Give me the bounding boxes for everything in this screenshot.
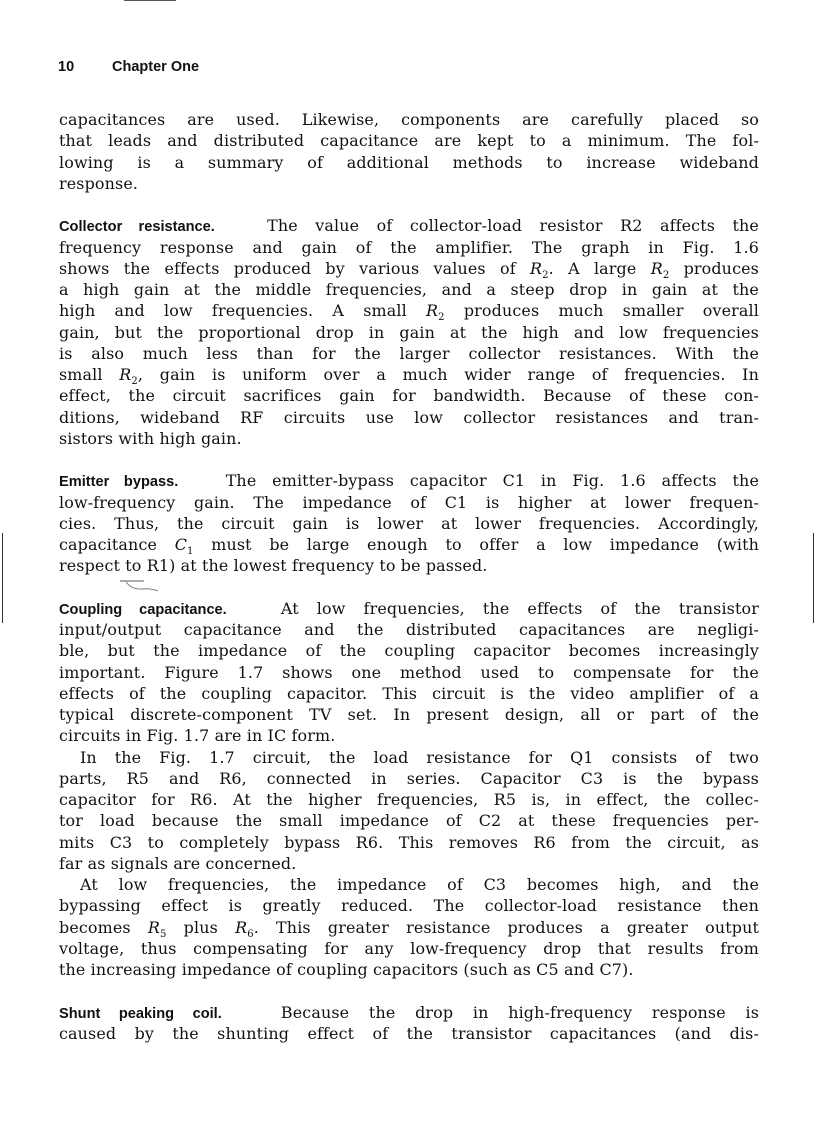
text-line: ditions, wideband RF circuits use low collector resistances and tran- xyxy=(59,407,759,427)
right-margin-bar xyxy=(813,533,814,623)
running-head xyxy=(58,59,199,75)
text-line: parts, R5 and R6, connected in series. Capacitor C3 is the bypass xyxy=(59,768,759,788)
text-line: frequency response and gain of the amplifier. The graph in Fig. 1.6 xyxy=(59,237,759,257)
text-line: is also much less than for the larger collector resistances. With the xyxy=(59,343,759,363)
math-symbol: $R_6$ xyxy=(235,917,254,940)
chapter-title: Chapter One xyxy=(112,59,200,75)
text-line: effects of the coupling capacitor. This circuit is the video amplifier of a xyxy=(59,683,759,703)
section-heading-shunt: Shunt peaking coil. xyxy=(59,1005,222,1022)
text-line: low-frequency gain. The impedance of C1 is higher at lower frequen- xyxy=(59,492,759,512)
text-line: tor load because the small impedance of C2 at these frequencies per- xyxy=(59,811,759,831)
text-line: At low frequencies, the impedance of C3 becomes high, and the xyxy=(80,875,759,894)
text-line: typical discrete-component TV set. In present design, all or part of the xyxy=(59,705,759,724)
math-symbol: $R_2$ xyxy=(650,258,670,281)
text-line: response. xyxy=(59,173,139,193)
math-symbol: $R_5$ xyxy=(147,917,167,940)
text-line: that leads and distributed capacitance are kept to a minimum. The fol- xyxy=(59,131,759,151)
text-line: capacitor for R6. At the higher frequencies, R5 is, in effect, the collec- xyxy=(59,790,759,809)
text-line: Shunt peaking coil. Because the drop in high-frequency response is xyxy=(59,1002,760,1022)
text-line: capacitances are used. Likewise, components are carefully placed so xyxy=(59,110,759,129)
section-heading-coupling: Coupling capacitance. xyxy=(59,601,227,618)
text-line: ble, but the impedance of the coupling capacitor becomes increasingly xyxy=(59,641,759,661)
text-line: input/output capacitance and the distributed capacitances are negligi- xyxy=(59,620,759,639)
text-line: circuits in Fig. 1.7 are in IC form. xyxy=(59,726,336,746)
text-line: cies. Thus, the circuit gain is lower at lower frequencies. Accordingly, xyxy=(59,513,759,533)
text-line: small $R_2$, gain is uniform over a much wider range of frequencies. In xyxy=(59,365,759,388)
text-line: Coupling capacitance. At low frequencies, the effects of the transistor xyxy=(59,598,759,618)
text-line: far as signals are concerned. xyxy=(59,853,297,873)
page-number: 10 xyxy=(58,59,75,75)
text-line: voltage, thus compensating for any low-frequency drop that results from xyxy=(59,938,759,958)
text-line: gain, but the proportional drop in gain at the high and low frequencies xyxy=(59,322,759,342)
text-line: the increasing impedance of coupling capacitors (such as C5 and C7). xyxy=(59,960,634,979)
text-line: effect, the circuit sacrifices gain for bandwidth. Because of these con- xyxy=(59,386,759,406)
text-line: Emitter bypass. The emitter-bypass capacitor C1 in Fig. 1.6 affects the xyxy=(59,471,759,491)
top-rule xyxy=(124,0,176,1)
page-body xyxy=(59,109,759,1044)
text-line: shows the effects produced by various values of $R_2$. A large $R_2$ produces xyxy=(59,258,759,281)
text-line: mits C3 to completely bypass R6. This removes R6 from the circuit, as xyxy=(59,832,759,852)
math-symbol: $R_2$ xyxy=(426,301,445,324)
text-line: bypassing effect is greatly reduced. The collector-load resistance then xyxy=(59,896,759,916)
handwritten-underline-mark xyxy=(118,578,160,592)
text-line: lowing is a summary of additional methods to increase wideband xyxy=(59,152,759,172)
math-symbol: $R_2$ xyxy=(119,365,138,388)
math-symbol: $R_2$ xyxy=(529,258,549,281)
text-line: important. Figure 1.7 shows one method used to compensate for the xyxy=(59,662,759,682)
section-heading-emitter: Emitter bypass. xyxy=(59,474,179,491)
text-line: In the Fig. 1.7 circuit, the load resistance for Q1 consists of two xyxy=(80,747,759,767)
text-line: Collector resistance. The value of collector-load resistor R2 affects the xyxy=(59,216,759,236)
section-heading-collector: Collector resistance. xyxy=(59,219,215,236)
left-margin-bar xyxy=(2,533,3,623)
text-line: respect to R1) at the lowest frequency to be passed. xyxy=(59,556,488,576)
math-symbol: $C_1$ xyxy=(174,535,194,558)
text-line: sistors with high gain. xyxy=(59,428,242,448)
text-line: becomes $R_5$ plus $R_6$. This greater resistance produces a greater output xyxy=(59,917,759,940)
text-line: capacitance $C_1$ must be large enough to offer a low impedance (with xyxy=(59,535,759,558)
text-line: high and low frequencies. A small $R_2$ produces much smaller overall xyxy=(59,301,759,324)
text-line: caused by the shunting effect of the transistor capacitances (and dis- xyxy=(59,1023,759,1043)
text-line: a high gain at the middle frequencies, and a steep drop in gain at the xyxy=(59,280,759,299)
